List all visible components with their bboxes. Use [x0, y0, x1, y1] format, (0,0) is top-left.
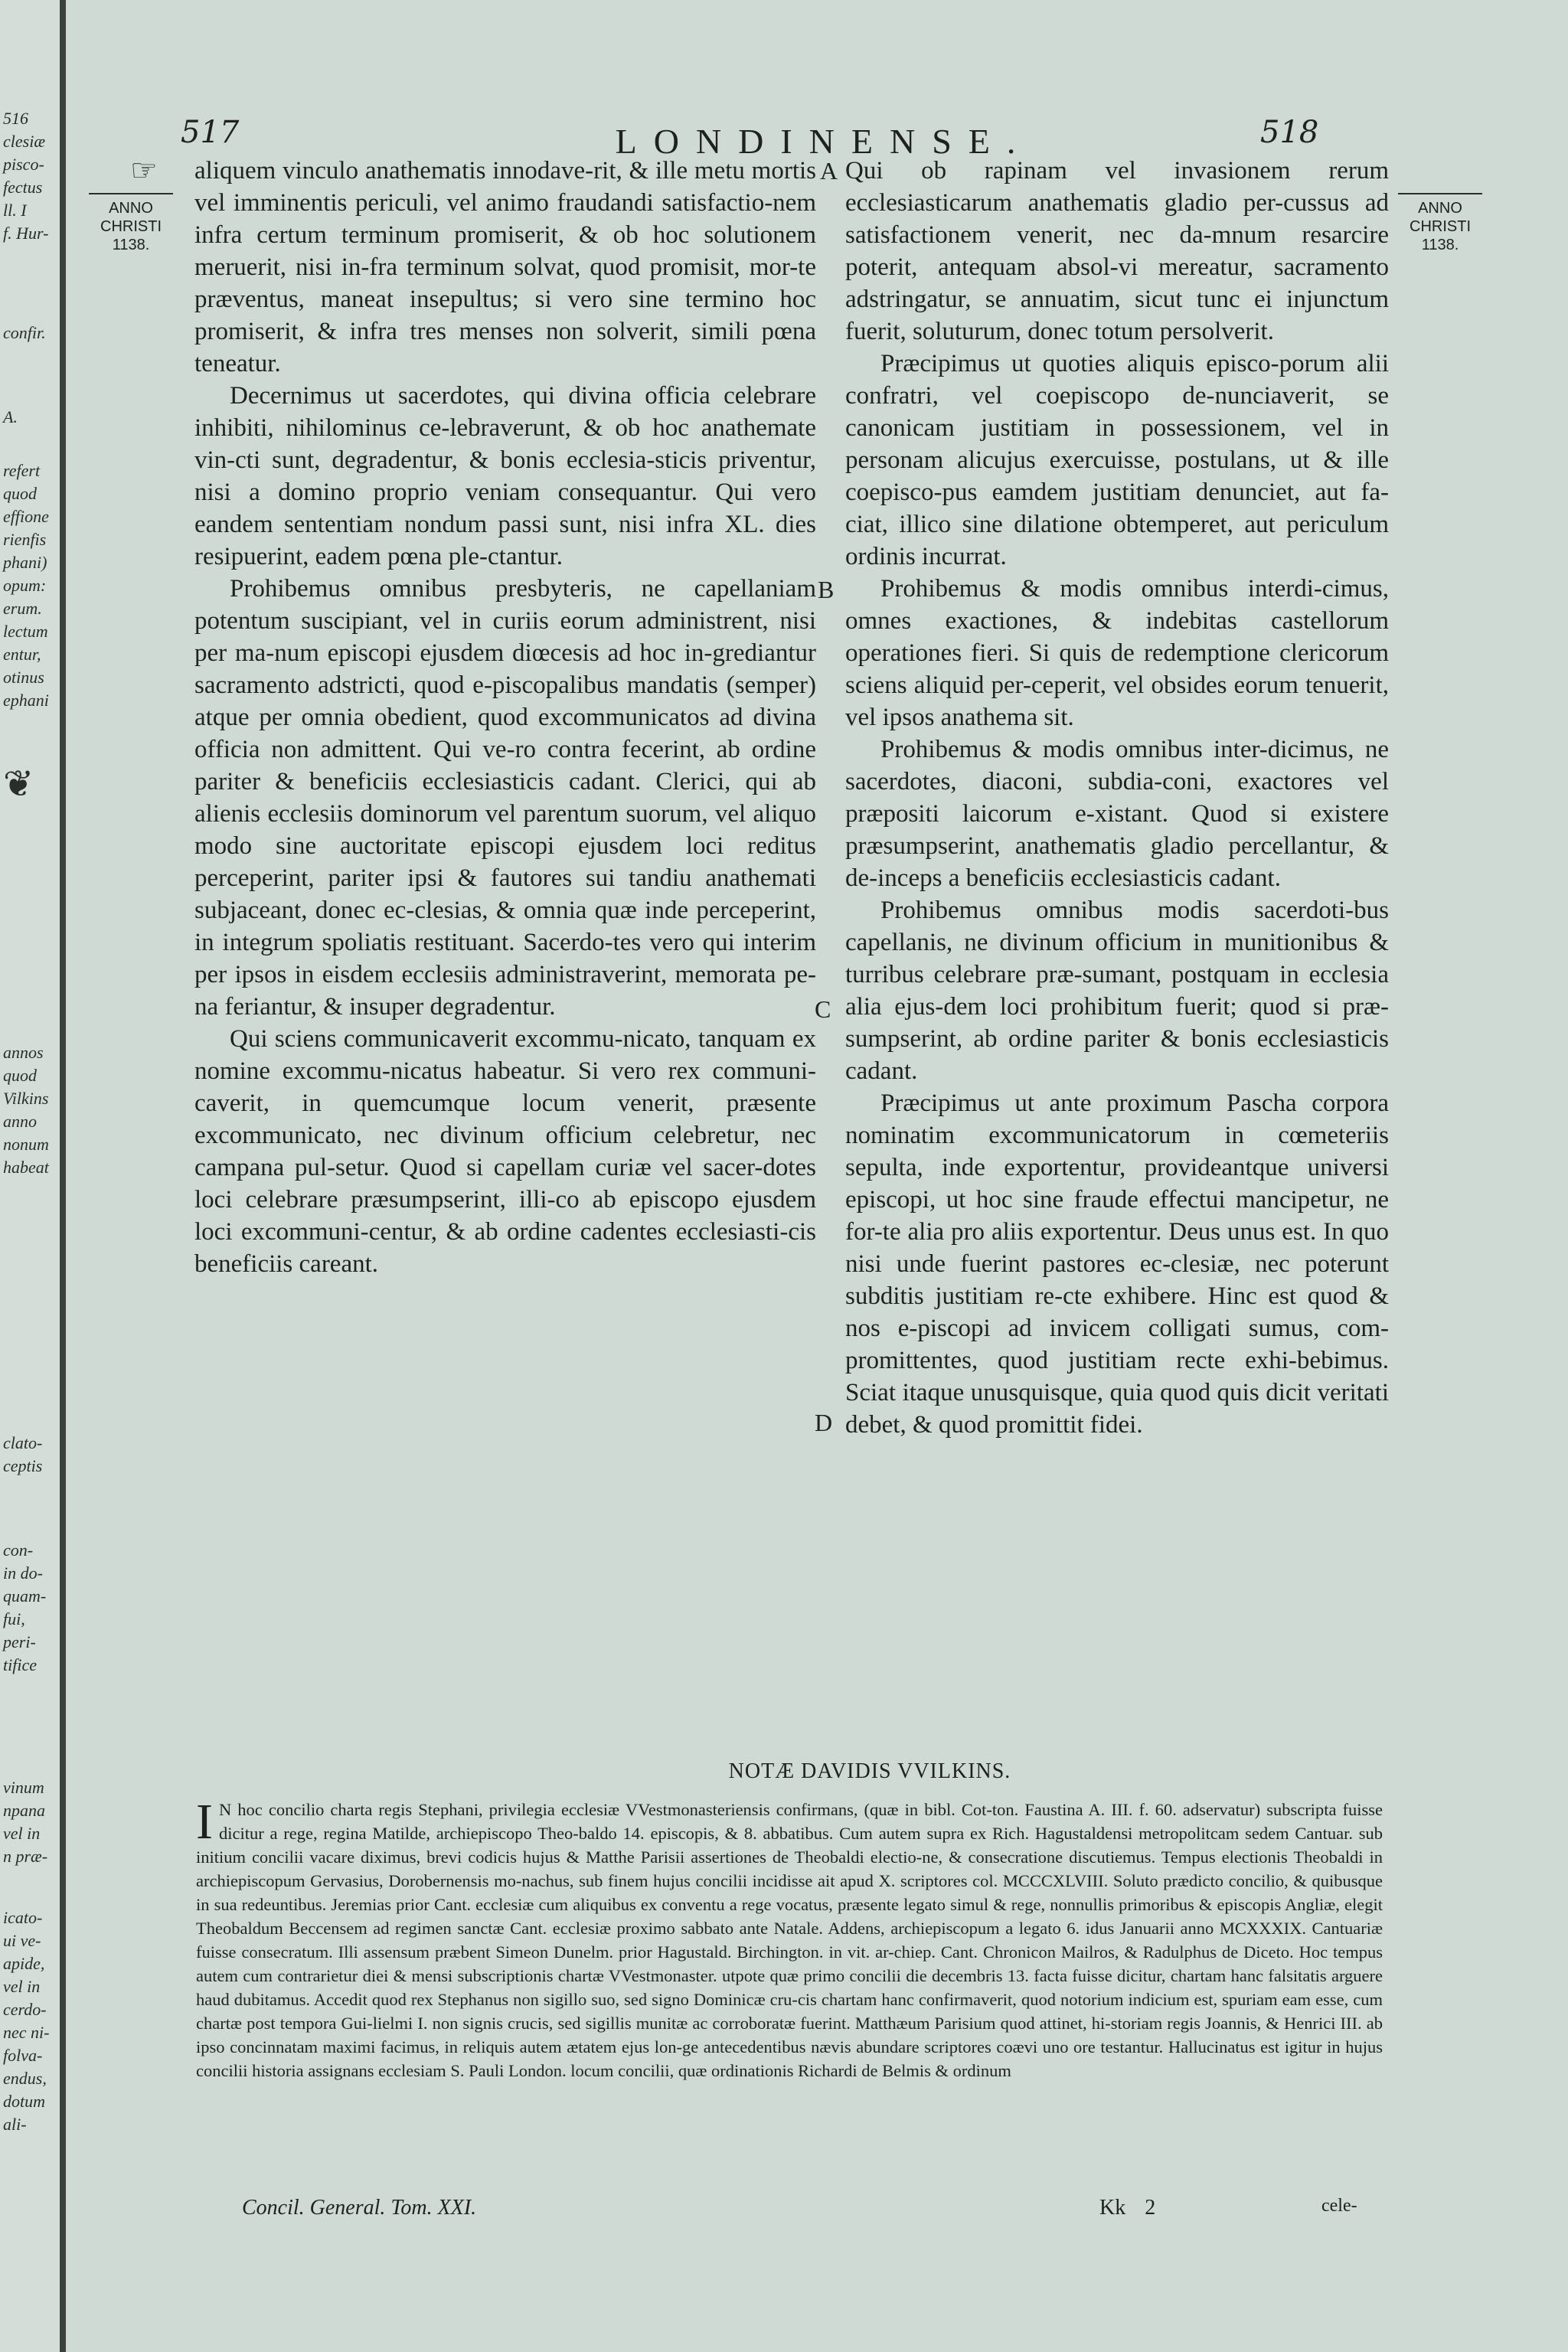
- anno-label: ANNO: [109, 200, 153, 217]
- page-number-left: 517: [181, 115, 240, 150]
- year-label: 1138.: [112, 237, 150, 253]
- margin-fragment: annos quod Vilkins anno nonum habeat: [3, 1043, 49, 1177]
- paragraph: Prohibemus & modis omnibus inter-dicimus, ne sacerdotes, diaconi, subdia-coni, exactores vel præpositi laicorum e-xistant. Quod si existere præsumpserint, anathematis gladio percellantur, & de-inceps a beneficiis ecclesiasticis cadant.: [845, 736, 1389, 892]
- margin-fragment: confir.: [3, 323, 46, 342]
- margin-fragment: 516 clesiæ pisco- fectus ll. I f. Hur-: [3, 109, 49, 243]
- notes-text: N hoc concilio charta regis Stephani, privilegia ecclesiæ VVestmonasteriensis confirmans, (quæ in bibl. Cot-ton. Faustina A. III. f. 60. adservatur) subscripta fuisse dicitur a rege, regina Matilde, archiepiscopo Theo-baldo 14. episcopis, & 8. abbatibus. Cum autem supra ex Rich. Hagustaldensi metropolitcam sedem Cantuar. sub initium concilii vacare diximus, brevi codicis hujus & Matthe Parisii assertiones de Theobaldi electio-ne, & consecratione discutiemus. Tempus electionis Theobaldi in archiepiscopum Gervasius, Dorobernensis mo-nachus, sub finem hujus concilii incidisse ait apud X. scriptores col. MCCCXLVIII. Soluto prædicto concilio, & quibusque in sua redeuntibus. Jeremias prior Cant. ecclesiæ cum aliquibus ex conventu a rege vocatus, præsente legato simul & rege, nonnullis primoribus & episcopis Angliæ, elegit Theobaldum Beccensem ad regimen sanctæ Cant. ecclesiæ proximo sabbato ante Natale. Addens, archiepiscopum a legato 6. idus Januarii anno MCXXXIX. Cantuariæ fuisse consecratum. Illi assensum præbent Simeon Dunelm. prior Hagustald. Birchington. in vit. ar-chiep. Cant. Chronicon Mailros, & Radulphus de Diceto. Hoc tempus autem cum contrarietur diei & mensi subscriptionis chartæ VVestmonaster. utpote quæ primo concilii die decembris 13. facta fuisse dicitur, chartam hanc falsitatis arguere haud dubitamus. Accedit quod rex Stephanus non sigillo suo, sed signo Dominicæ cru-cis chartam hanc confirmaverit, quod notorium indicium est, spuriam eam esse, cum chartæ post tempora Gui-lielmi I. non signis crucis, sed sigillis munitæ ac corroboratæ fuerint. Matthæum Parisium quod attinet, hi-storiam regis Joannis, & Henrici III. ab ipso concinnatam maximi facimus, in reliquis autem ætatem ejus lon-ge antecedentibus nævis abundare scriptores coævi uno ore testantur. Hallucinatus est igitur in hujus concilii historia assignans ecclesiam S. Pauli London. locum concilii, quæ ordinationis Richardi de Belmis & ordinum: [196, 1800, 1383, 2080]
- paragraph: Præcipimus ut quoties aliquis episco-porum alii confratri, vel coepiscopo de-nunciaverit, se canonicam justitiam in possessionem, vel in personam alicujus exercuisse, postulans, ut & ille coepisco-pus eamdem justitiam denunciet, aut fa-ciat, illico sine dilatione obtemperet, aut periculum ordinis incurrat.: [845, 350, 1389, 570]
- running-head: LONDINENSE.: [615, 122, 1033, 161]
- paragraph: Prohibemus omnibus modis sacerdoti-bus capellanis, ne divinum officium in munitionibus & turribus celebrare præ-sumant, postquam in ecclesia alia ejus-dem loci prohibitum fuerit; quod si præ-sumpserint, ab ordine pariter & bonis ecclesiasticis cadant.: [845, 897, 1389, 1085]
- footer-volume: Concil. General. Tom. XXI.: [242, 2196, 477, 2220]
- ornament-icon: ❦: [3, 764, 34, 805]
- book-page: [66, 0, 1568, 2352]
- notes-title: NOTÆ DAVIDIS VVILKINS.: [728, 1759, 1011, 1783]
- paragraph: Qui sciens communicaverit excommu-nicato, tanquam ex nomine excommu-nicatus habeatur. Si vero rex communi-caverit, in quemcumque locum venerit, præsente excommunicato, nec divinum officium celebretur, nec campana pul-setur. Quod si capellam curiæ vel sacer-dotes loci celebrare præsumpserint, illi-co ab episcopo ejusdem loci excommuni-centur, & ab ordine cadentes ecclesiasti-cis beneficiis careant.: [194, 1025, 816, 1278]
- page-number-right: 518: [1260, 115, 1319, 150]
- section-marker-c: C: [815, 995, 831, 1023]
- anno-christi-right: [1398, 193, 1482, 254]
- paragraph: Prohibemus & modis omnibus interdi-cimus, omnes exactiones, & indebitas castellorum operationes fieri. Si quis de redemptione clericorum sciens aliquid per-ceperit, vel obsides eorum tenuerit, vel ipsos anathema sit.: [845, 575, 1389, 731]
- section-marker-d: D: [815, 1409, 833, 1436]
- anno-christi-left: [89, 193, 173, 254]
- notes-body: [196, 1794, 1383, 2082]
- section-marker-b: B: [818, 576, 835, 603]
- year-label: 1138.: [1421, 237, 1459, 253]
- section-marker-a: A: [820, 157, 838, 185]
- paragraph: Qui ob rapinam vel invasionem rerum ecclesiasticarum anathematis gladio per-cussus ad satisfactionem venerit, nec da-mnum resarcire poterit, antequam absol-vi mereatur, sacramento adstringatur, se annuatim, sicut tunc ei injunctum fuerit, soluturum, donec totum persolverit.: [845, 157, 1389, 345]
- pointing-hand-icon: ☞: [130, 153, 158, 188]
- anno-label: ANNO: [1418, 200, 1462, 217]
- paragraph: Præcipimus ut ante proximum Pascha corpora nominatim excommunicatorum in cœmeteriis sepulta, inde exportentur, provideantque universi episcopi, ut hoc sine fraude effectui mancipetur, ne for-te alia pro aliis exportentur. Deus unus est. In quo nisi unde fuerint pastores ec-clesiæ, nec poterunt subditis justitiam re-cte exhibere. Hinc est quod & nos e-piscopi ad invicem colligati sumus, com-promittentes, quod justitiam recte exhi-bebimus. Sciat itaque unusquisque, quia quod quis dicit veritati debet, & quod promittit fidei.: [845, 1089, 1389, 1439]
- paragraph: Prohibemus omnibus presbyteris, ne capellaniam potentum suscipiant, vel in curiis eorum administrent, nisi per ma-num episcopi ejusdem diœcesis ad hoc in-grediantur sacramento adstricti, quod e-piscopalibus mandatis (semper) atque per omnia obedient, quod excommunicatos ad divina officia non admittent. Qui ve-ro contra fecerint, ab ordine pariter & beneficiis ecclesiasticis cadant. Clerici, qui ab alienis ecclesiis dominorum vel parentum suorum, vel aliquo modo sine auctoritate episcopi ejusdem loci reditus perceperint, pariter ipsi & fautores sui tandiu anathemati subjaceant, donec ec-clesias, & omnia quæ inde perceperint, in integrum spoliatis restituant. Sacerdo-tes vero qui interim per ipsos in eisdem ecclesiis administraverint, memorata pe-na feriantur, & insuper degradentur.: [194, 575, 816, 1021]
- right-column: [845, 155, 1389, 1441]
- footer-signature: Kk 2: [1099, 2196, 1156, 2220]
- footer-catchword: cele-: [1321, 2196, 1357, 2216]
- paragraph: Decernimus ut sacerdotes, qui divina officia celebrare inhibiti, nihilominus ce-lebraverunt, & ob hoc anathemate vin-cti sunt, degradentur, & bonis ecclesia-sticis priventur, nisi a domino proprio veniam consequantur. Qui vero eandem sententiam nondum passi sunt, nisi infra XL. dies resipuerint, eadem pœna ple-ctantur.: [194, 382, 816, 570]
- christi-label: CHRISTI: [1410, 218, 1471, 235]
- christi-label: CHRISTI: [100, 218, 162, 235]
- adjacent-page-margin: [0, 0, 66, 2352]
- margin-fragment: refert quod effione rienfis phani) opum: erum. lectum entur, otinus ephani: [3, 461, 49, 710]
- paragraph: aliquem vinculo anathematis innodave-rit, & ille metu mortis vel imminentis periculi, vel animo fraudandi satisfactio-nem infra certum terminum promiserit, & ob hoc solutionem meruerit, nisi in-fra terminum solvat, quod promisit, mor-te præventus, maneat insepultus; si vero sine termino hoc promiserit, & infra tres menses non solverit, simili pœna teneatur.: [194, 157, 816, 377]
- margin-fragment: vinum npana vel in n præ-: [3, 1778, 48, 1866]
- margin-fragment: icato- ui ve- apide, vel in cerdo- nec ni- folva- endus, dotum ali-: [3, 1908, 50, 2134]
- margin-fragment: A.: [3, 407, 18, 426]
- left-column: [194, 155, 816, 1280]
- margin-fragment: con- in do- quam- fui, peri- tifice: [3, 1540, 47, 1674]
- drop-cap: I: [196, 1794, 213, 1850]
- margin-fragment: clato- ceptis: [3, 1433, 43, 1475]
